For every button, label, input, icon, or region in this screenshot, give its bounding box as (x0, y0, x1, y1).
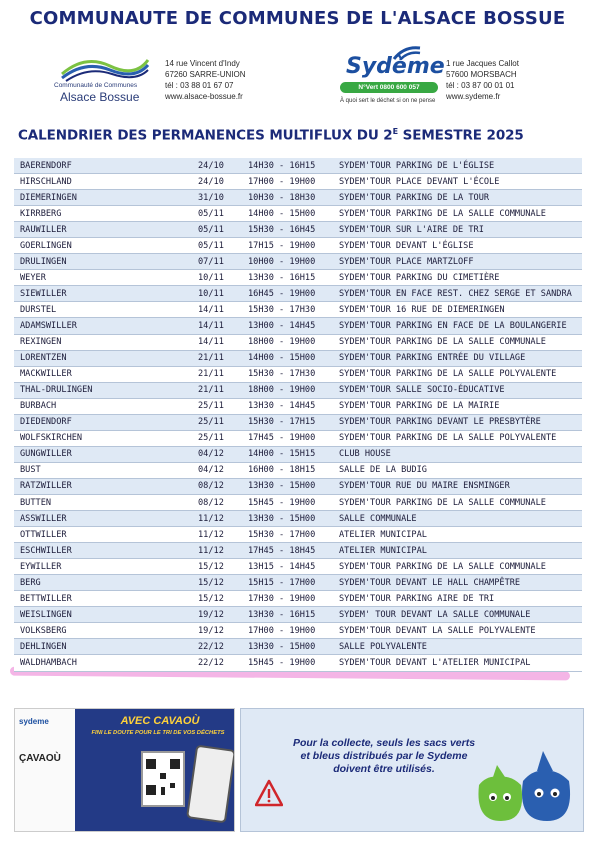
cell-town: DEHLINGEN (14, 639, 170, 655)
cell-time: 15H15 - 17H00 (242, 575, 333, 591)
cell-date: 15/12 (170, 559, 242, 575)
cell-date: 14/11 (170, 318, 242, 334)
cavaou-promo (14, 708, 235, 832)
cell-date: 14/11 (170, 302, 242, 318)
cell-place: SYDEM'TOUR PARKING DE LA SALLE POLYVALENTE (333, 430, 582, 446)
cell-time: 15H30 - 17H30 (242, 302, 333, 318)
cell-date: 10/11 (170, 286, 242, 302)
cell-place: SYDEM'TOUR PARKING AIRE DE TRI (333, 591, 582, 607)
calendar-title-sup: E (392, 127, 398, 136)
cell-town: BURBACH (14, 398, 170, 414)
table-row (14, 607, 582, 623)
cell-town: GOERLINGEN (14, 238, 170, 254)
cell-place: SALLE COMMUNALE (333, 511, 582, 527)
cell-time: 18H00 - 19H00 (242, 334, 333, 350)
cell-place: SYDEM'TOUR RUE DU MAIRE ENSMINGER (333, 478, 582, 494)
cell-time: 10H00 - 19H00 (242, 254, 333, 270)
cell-town: RAUWILLER (14, 222, 170, 238)
bag-info-box (240, 708, 584, 832)
cell-place: SYDEM'TOUR PARKING DE L'ÉGLISE (333, 158, 582, 174)
cell-town: DRULINGEN (14, 254, 170, 270)
address-phone: tél : 03 87 00 01 01 (446, 81, 515, 90)
table-row (14, 639, 582, 655)
cell-time: 16H45 - 19H00 (242, 286, 333, 302)
cell-date: 08/12 (170, 478, 242, 494)
cell-time: 14H00 - 15H15 (242, 446, 333, 462)
promo-title: AVEC CAVAOÙ (120, 715, 200, 727)
cell-time: 17H30 - 19H00 (242, 591, 333, 607)
cell-date: 05/11 (170, 206, 242, 222)
cell-date: 04/12 (170, 462, 242, 478)
cell-place: SYDEM'TOUR PARKING EN FACE DE LA BOULANGERIE (333, 318, 582, 334)
cell-place: SYDEM'TOUR PARKING DE LA SALLE COMMUNALE (333, 559, 582, 575)
address-web: www.alsace-bossue.fr (165, 92, 243, 101)
cell-town: BAERENDORF (14, 158, 170, 174)
cell-date: 21/11 (170, 366, 242, 382)
cell-place: SYDEM'TOUR PARKING ENTRÉE DU VILLAGE (333, 350, 582, 366)
cell-town: DIEDENDORF (14, 414, 170, 430)
cell-town: BETTWILLER (14, 591, 170, 607)
right-org-address (446, 58, 519, 102)
cell-town: DIEMERINGEN (14, 190, 170, 206)
cell-time: 14H00 - 15H00 (242, 206, 333, 222)
cell-date: 25/11 (170, 398, 242, 414)
promo-subtitle: FINI LE DOUTE POUR LE TRI DE VOS DÉCHETS (91, 730, 225, 736)
cell-town: REXINGEN (14, 334, 170, 350)
calendar-title (18, 127, 524, 144)
table-row (14, 270, 582, 286)
sydeme-tagline: À quoi sert le déchet si on ne pense (340, 98, 436, 104)
cell-place: SYDEM'TOUR PARKING DE LA SALLE COMMUNALE (333, 206, 582, 222)
qr-code-icon (141, 751, 185, 807)
table-row (14, 398, 582, 414)
cell-town: BERG (14, 575, 170, 591)
table-row (14, 350, 582, 366)
cell-town: MACKWILLER (14, 366, 170, 382)
table-row (14, 222, 582, 238)
cell-date: 25/11 (170, 430, 242, 446)
address-city: 57600 MORSBACH (446, 70, 517, 79)
address-city: 67260 SARRE-UNION (165, 70, 246, 79)
cell-town: BUTTEN (14, 494, 170, 510)
cell-place: ATELIER MUNICIPAL (333, 543, 582, 559)
table-row (14, 559, 582, 575)
left-org-address (165, 58, 245, 102)
cell-date: 04/12 (170, 446, 242, 462)
cell-date: 11/12 (170, 527, 242, 543)
cell-town: WALDHAMBACH (14, 655, 170, 671)
cell-date: 24/10 (170, 158, 242, 174)
cell-time: 13H30 - 16H15 (242, 607, 333, 623)
cell-date: 21/11 (170, 350, 242, 366)
address-street: 1 rue Jacques Callot (446, 59, 519, 68)
cell-town: EYWILLER (14, 559, 170, 575)
table-row (14, 478, 582, 494)
warning-icon (255, 779, 283, 807)
alsace-bossue-logo (52, 52, 162, 108)
cell-date: 07/11 (170, 254, 242, 270)
cell-town: WEISLINGEN (14, 607, 170, 623)
cell-date: 21/11 (170, 382, 242, 398)
cavaou-app-name: ÇAVAOÙ (19, 753, 61, 764)
cell-place: SYDEM'TOUR DEVANT L'ATELIER MUNICIPAL (333, 655, 582, 671)
sydeme-name: Sydème (346, 54, 445, 79)
cell-place: CLUB HOUSE (333, 446, 582, 462)
bag-info-text: Pour la collecte, seuls les sacs verts et bleus distribués par le Sydeme doivent être utilisés. (292, 737, 476, 775)
cell-town: VOLKSBERG (14, 623, 170, 639)
cell-place: SYDEM'TOUR PLACE DEVANT L'ÉCOLE (333, 174, 582, 190)
cell-place: SYDEM'TOUR PLACE MARTZLOFF (333, 254, 582, 270)
cell-place: SALLE DE LA BUDIG (333, 462, 582, 478)
cell-date: 05/11 (170, 238, 242, 254)
cell-time: 14H30 - 16H15 (242, 158, 333, 174)
cell-date: 22/12 (170, 639, 242, 655)
cell-town: ESCHWILLER (14, 543, 170, 559)
cell-place: SYDEM'TOUR PARKING DU CIMETIÈRE (333, 270, 582, 286)
table-row (14, 527, 582, 543)
table-row (14, 366, 582, 382)
cell-date: 15/12 (170, 591, 242, 607)
cell-place: SYDEM'TOUR PARKING DE LA SALLE COMMUNALE (333, 494, 582, 510)
cell-date: 19/12 (170, 607, 242, 623)
table-row (14, 302, 582, 318)
cell-town: ADAMSWILLER (14, 318, 170, 334)
cell-time: 14H00 - 15H00 (242, 350, 333, 366)
cell-place: SYDEM'TOUR DEVANT LE HALL CHAMPÊTRE (333, 575, 582, 591)
cell-date: 31/10 (170, 190, 242, 206)
cell-date: 08/12 (170, 494, 242, 510)
cell-place: SYDEM'TOUR DEVANT LA SALLE POLYVALENTE (333, 623, 582, 639)
cell-time: 17H15 - 19H00 (242, 238, 333, 254)
table-row (14, 190, 582, 206)
cell-place: SYDEM'TOUR PARKING DE LA SALLE COMMUNALE (333, 334, 582, 350)
cell-time: 13H30 - 16H15 (242, 270, 333, 286)
cell-time: 13H15 - 14H45 (242, 559, 333, 575)
calendar-title-end: SEMESTRE 2025 (397, 127, 524, 144)
table-row (14, 511, 582, 527)
logo-big-text: Alsace Bossue (60, 90, 140, 104)
cell-time: 15H30 - 17H00 (242, 527, 333, 543)
cell-time: 17H00 - 19H00 (242, 174, 333, 190)
cell-place: SYDEM'TOUR SALLE SOCIO-ÉDUCATIVE (333, 382, 582, 398)
cell-town: BUST (14, 462, 170, 478)
cell-time: 15H45 - 19H00 (242, 655, 333, 671)
table-row (14, 543, 582, 559)
address-web: www.sydeme.fr (446, 92, 501, 101)
cell-date: 24/10 (170, 174, 242, 190)
table-row (14, 414, 582, 430)
cell-time: 13H00 - 14H45 (242, 318, 333, 334)
cell-time: 13H30 - 15H00 (242, 511, 333, 527)
cell-town: OTTWILLER (14, 527, 170, 543)
page-title: COMMUNAUTE DE COMMUNES DE L'ALSACE BOSSUE (29, 8, 566, 29)
cell-time: 15H30 - 16H45 (242, 222, 333, 238)
cell-town: HIRSCHLAND (14, 174, 170, 190)
cell-town: SIEWILLER (14, 286, 170, 302)
cell-town: THAL-DRULINGEN (14, 382, 170, 398)
cell-town: GUNGWILLER (14, 446, 170, 462)
waste-bags-icon (471, 741, 575, 825)
address-street: 14 rue Vincent d'Indy (165, 59, 240, 68)
cell-date: 14/11 (170, 334, 242, 350)
cell-place: SYDEM'TOUR PARKING DE LA MAIRIE (333, 398, 582, 414)
table-row (14, 238, 582, 254)
table-row (14, 575, 582, 591)
cell-time: 13H30 - 15H00 (242, 639, 333, 655)
cell-time: 15H45 - 19H00 (242, 494, 333, 510)
cell-date: 22/12 (170, 655, 242, 671)
cell-town: WOLFSKIRCHEN (14, 430, 170, 446)
cell-date: 05/11 (170, 222, 242, 238)
cell-time: 17H45 - 18H45 (242, 543, 333, 559)
cell-time: 16H00 - 18H15 (242, 462, 333, 478)
cell-place: SYDEM'TOUR EN FACE REST. CHEZ SERGE ET SANDRA (333, 286, 582, 302)
table-row (14, 318, 582, 334)
table-row (14, 254, 582, 270)
cell-place: SYDEM'TOUR PARKING DEVANT LE PRESBYTÈRE (333, 414, 582, 430)
cell-date: 11/12 (170, 511, 242, 527)
table-row (14, 286, 582, 302)
cell-date: 15/12 (170, 575, 242, 591)
cell-time: 10H30 - 18H30 (242, 190, 333, 206)
cell-place: SYDEM'TOUR PARKING DE LA TOUR (333, 190, 582, 206)
cell-town: KIRRBERG (14, 206, 170, 222)
address-phone: tél : 03 88 01 67 07 (165, 81, 234, 90)
cell-town: LORENTZEN (14, 350, 170, 366)
cell-time: 17H00 - 19H00 (242, 623, 333, 639)
table-row (14, 174, 582, 190)
table-row (14, 623, 582, 639)
schedule-table (14, 158, 582, 672)
cell-place: SYDEM' TOUR DEVANT LA SALLE COMMUNALE (333, 607, 582, 623)
calendar-title-main: CALENDRIER DES PERMANENCES MULTIFLUX DU 2 (18, 127, 393, 144)
cell-time: 18H00 - 19H00 (242, 382, 333, 398)
cell-place: SYDEM'TOUR PARKING DE LA SALLE POLYVALENTE (333, 366, 582, 382)
table-row (14, 382, 582, 398)
cell-time: 15H30 - 17H15 (242, 414, 333, 430)
cell-place: SYDEM'TOUR 16 RUE DE DIEMERINGEN (333, 302, 582, 318)
cell-place: ATELIER MUNICIPAL (333, 527, 582, 543)
cell-time: 13H30 - 15H00 (242, 478, 333, 494)
waves-logo-icon (60, 52, 150, 82)
cell-town: RATZWILLER (14, 478, 170, 494)
cell-date: 11/12 (170, 543, 242, 559)
sydeme-logo (340, 44, 445, 110)
promo-sydeme-logo: sydeme (19, 717, 49, 726)
green-number-bar: N°Vert 0800 600 057 (340, 82, 438, 93)
cell-town: ASSWILLER (14, 511, 170, 527)
logo-small-text: Communauté de Communes (54, 82, 138, 89)
table-row (14, 655, 582, 671)
cell-date: 19/12 (170, 623, 242, 639)
table-row (14, 430, 582, 446)
cell-date: 10/11 (170, 270, 242, 286)
table-row (14, 494, 582, 510)
cell-place: SYDEM'TOUR SUR L'AIRE DE TRI (333, 222, 582, 238)
table-row (14, 334, 582, 350)
cell-town: WEYER (14, 270, 170, 286)
table-row (14, 446, 582, 462)
table-row (14, 591, 582, 607)
table-row (14, 462, 582, 478)
cell-time: 17H45 - 19H00 (242, 430, 333, 446)
cell-time: 15H30 - 17H30 (242, 366, 333, 382)
table-row (14, 158, 582, 174)
table-row (14, 206, 582, 222)
cell-town: DURSTEL (14, 302, 170, 318)
cell-place: SYDEM'TOUR DEVANT L'ÉGLISE (333, 238, 582, 254)
cell-place: SALLE POLYVALENTE (333, 639, 582, 655)
cell-date: 25/11 (170, 414, 242, 430)
cell-time: 13H30 - 14H45 (242, 398, 333, 414)
